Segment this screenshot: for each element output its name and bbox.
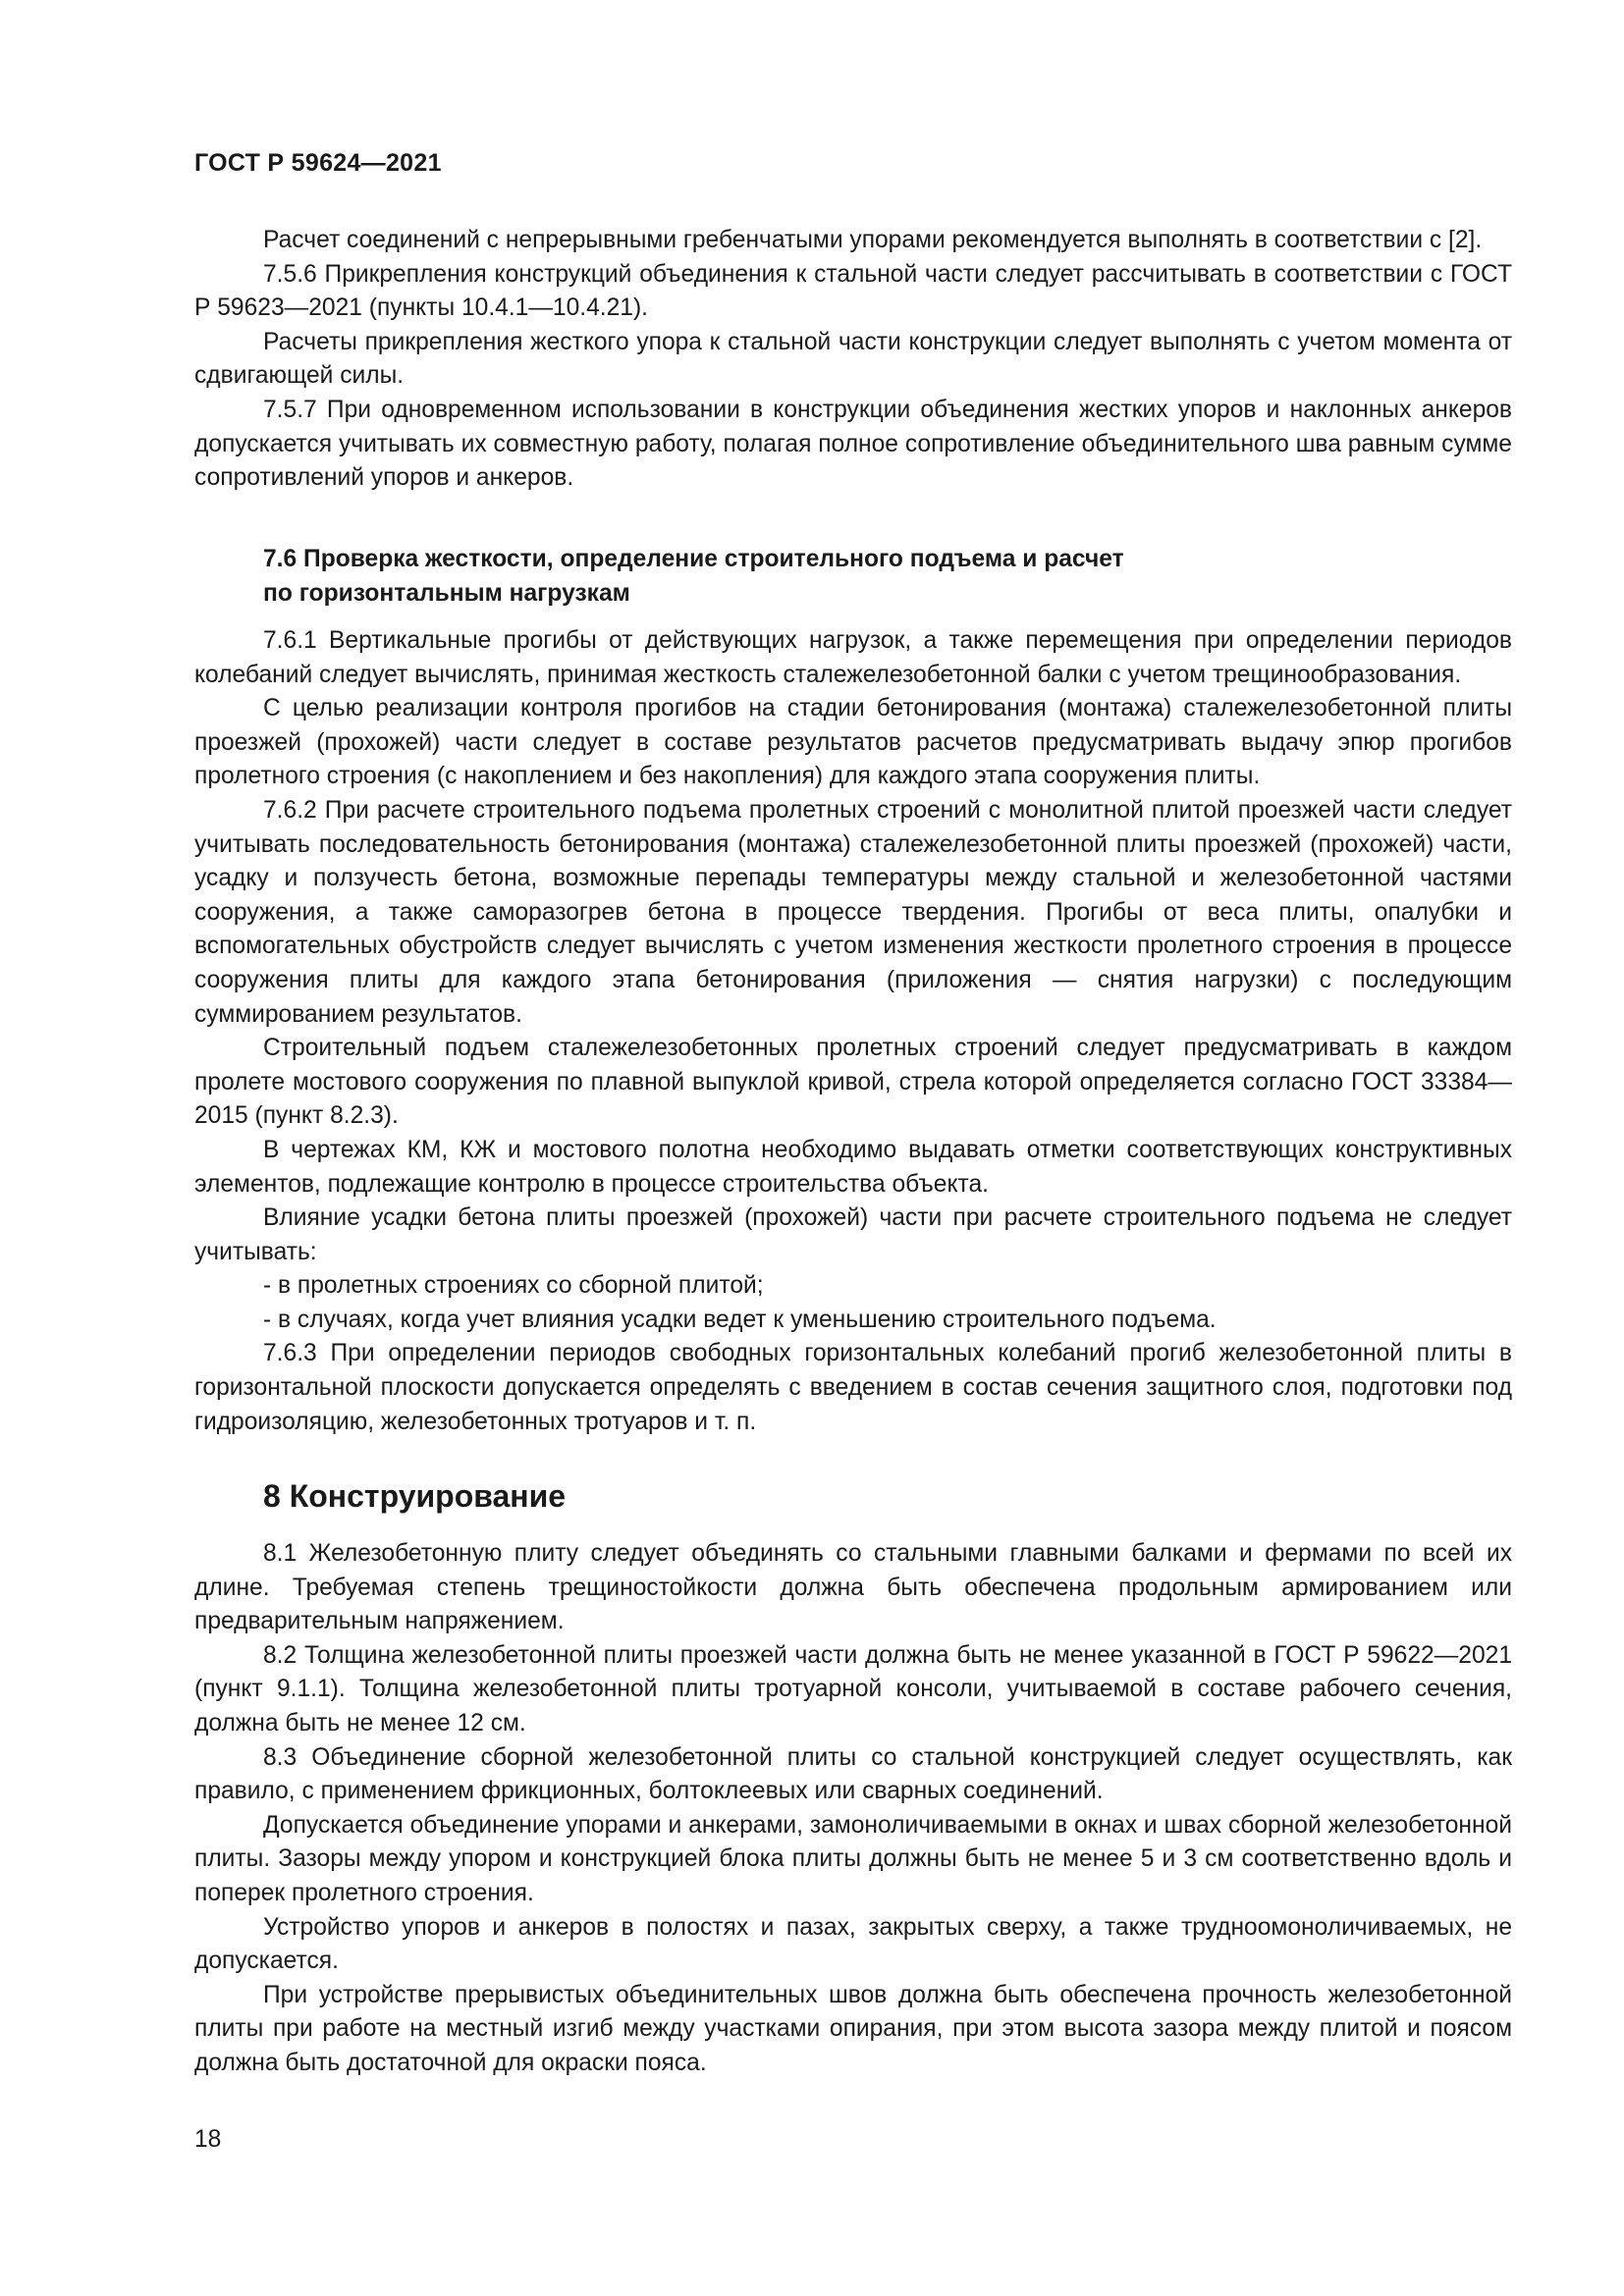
paragraph-7-5-7: 7.5.7 При одновременном использовании в конструкции объединения жестких упоров и наклонных анкеров допускается учитывать их совместную работу, полагая полное сопротивление объединительного шва равным сумме сопротивлений упоров и анкеров. bbox=[194, 396, 1512, 492]
paragraph: С целью реализации контроля прогибов на стадии бетонирования (монтажа) сталежелезобетонной плиты проезжей (прохожей) части следует в составе результатов расчетов предусматривать выдачу эпюр прогибов пролетного строения (с накоплением и без накопления) для каждого этапа сооружения плиты. bbox=[194, 695, 1512, 790]
paragraph-7-6-2: 7.6.2 При расчете строительного подъема пролетных строений с монолитной плитой проезжей части следует учитывать последовательность бетонирования (монтажа) сталежелезобетонной плиты проезжей (прохожей) части, усадку и ползучесть бетона, возможные перепады температуры между стальной и железобетонной частями сооружения, а также саморазогрев бетона в процессе твердения. Прогибы от веса плиты, опалубки и вспомогательных обустройств следует вычислять с учетом изменения жесткости пролетного строения в процессе сооружения плиты для каждого этапа бетонирования (приложения — снятия нагрузки) с последующим суммированием результатов. bbox=[194, 796, 1512, 1028]
paragraph-8-1: 8.1 Железобетонную плиту следует объединять со стальными главными балками и фермами по всей их длине. Требуемая степень трещиностойкости должна быть обеспечена продольным армированием или предварительным напряжением. bbox=[194, 1540, 1512, 1635]
section-7-6-title bbox=[194, 543, 1512, 611]
section-7-6-title-line2: по горизонтальным нагрузкам bbox=[263, 579, 630, 607]
paragraph: Расчеты прикрепления жесткого упора к стальной части конструкции следует выполнять с учетом момента от сдвигающей силы. bbox=[194, 328, 1512, 390]
paragraph: В чертежах КМ, КЖ и мостового полотна необходимо выдавать отметки соответствующих конструктивных элементов, подлежащие контролю в процессе строительства объекта. bbox=[194, 1136, 1512, 1198]
paragraph: Устройство упоров и анкеров в полостях и пазах, закрытых сверху, а также трудноомоноличиваемых, не допускается. bbox=[194, 1913, 1512, 1975]
list-item: - в случаях, когда учет влияния усадки ведет к уменьшению строительного подъема. bbox=[263, 1306, 1217, 1333]
section-7-6-body bbox=[194, 624, 1512, 1439]
section-7-6-title-line1: 7.6 Проверка жесткости, определение строительного подъема и расчет bbox=[263, 546, 1124, 572]
paragraph: При устройстве прерывистых объединительных швов должна быть обеспечена прочность железобетонной плиты при работе на местный изгиб между участками опирания, при этом высота зазора между плитой и поясом должна быть достаточной для окраски пояса. bbox=[194, 1981, 1512, 2076]
paragraph-8-3: 8.3 Объединение сборной железобетонной плиты со стальной конструкцией следует осуществлять, как правило, с применением фрикционных, болтоклеевых или сварных соединений. bbox=[194, 1743, 1512, 1805]
paragraph: Допускается объединение упорами и анкерами, замоноличиваемыми в окнах и швах сборной железобетонной плиты. Зазоры между упором и конструкцией блока плиты должны быть не менее 5 и 3 см соответственно вдоль и поперек пролетного строения. bbox=[194, 1811, 1512, 1906]
section-8-heading bbox=[194, 1476, 1512, 1516]
paragraph: Строительный подъем сталежелезобетонных пролетных строений следует предусматривать в каждом пролете мостового сооружения по плавной выпуклой кривой, стрела которой определяется согласно ГОСТ 33384—2015 (пункт 8.2.3). bbox=[194, 1035, 1512, 1130]
paragraph-7-6-1: 7.6.1 Вертикальные прогибы от действующих нагрузок, а также перемещения при определении периодов колебаний следует вычислять, принимая жесткость сталежелезобетонной балки с учетом трещинообразования. bbox=[194, 627, 1512, 688]
paragraph-7-5-6: 7.5.6 Прикрепления конструкций объединения к стальной части следует рассчитывать в соответствии с ГОСТ Р 59623—2021 (пункты 10.4.1—10.4.21). bbox=[194, 260, 1512, 322]
document-code-header: ГОСТ Р 59624—2021 bbox=[194, 149, 442, 177]
list-item: - в пролетных строениях со сборной плитой; bbox=[263, 1272, 764, 1300]
page-number: 18 bbox=[194, 2126, 222, 2153]
text-block-7-5 bbox=[194, 224, 1512, 496]
paragraph: Влияние усадки бетона плиты проезжей (прохожей) части при расчете строительного подъема не следует учитывать: bbox=[194, 1204, 1512, 1265]
section-7-6-heading bbox=[194, 543, 1512, 611]
paragraph: Расчет соединений с непрерывными гребенчатыми упорами рекомендуется выполнять в соответствии с [2]. bbox=[263, 227, 1483, 253]
paragraph-8-2: 8.2 Толщина железобетонной плиты проезжей части должна быть не менее указанной в ГОСТ Р 59622—2021 (пункт 9.1.1). Толщина железобетонной плиты тротуарной консоли, учитываемой в составе рабочего сечения, должна быть не менее 12 см. bbox=[194, 1641, 1512, 1736]
section-8-body bbox=[194, 1537, 1512, 2081]
paragraph-7-6-3: 7.6.3 При определении периодов свободных горизонтальных колебаний прогиб железобетонной плиты в горизонтальной плоскости допускается определять с введением в состав сечения защитного слоя, подготовки под гидроизоляцию, железобетонных тротуаров и т. п. bbox=[194, 1340, 1512, 1435]
section-8-title: 8 Конструирование bbox=[263, 1478, 567, 1514]
